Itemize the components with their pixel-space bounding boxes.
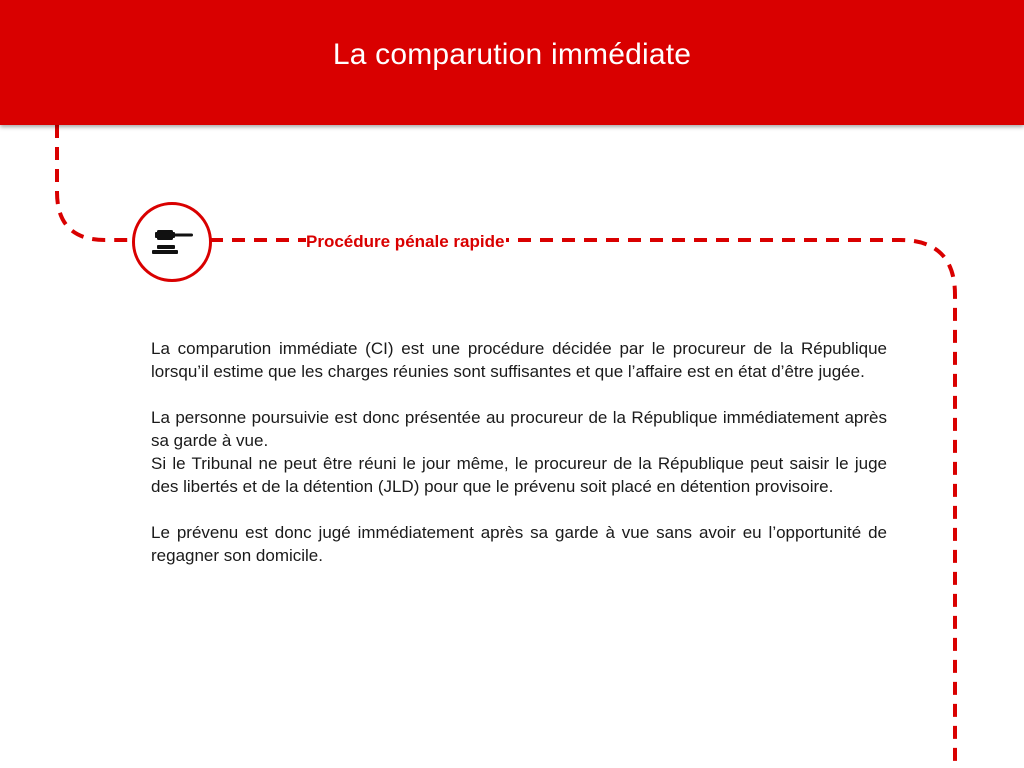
page-title: La comparution immédiate [332,38,692,71]
paragraph-definition: La comparution immédiate (CI) est une procédure décidée par le procureur de la République lorsqu’il estime que les charges réunies sont suffisantes et que l’affaire est en état d’être jugée. [151,339,887,381]
paragraph-procedure-line-1: La personne poursuivie est donc présentée au procureur de la République immédiatement après sa garde à vue. [151,408,887,450]
paragraph-judgment: Le prévenu est donc jugé immédiatement après sa garde à vue sans avoir eu l’opportunité de regagner son domicile. [151,523,887,565]
gavel-icon [135,205,209,279]
paragraph-procedure-line-2: Si le Tribunal ne peut être réuni le jour même, le procureur de la République peut saisir le juge des libertés et de la détention (JLD) pour que le prévenu soit placé en détention provisoire. [151,454,887,496]
paragraph-procedure [151,406,887,498]
gavel-icon-badge [132,202,212,282]
body-text [151,337,887,567]
section-subtitle: Procédure pénale rapide [306,232,505,251]
header-banner [0,0,1024,125]
